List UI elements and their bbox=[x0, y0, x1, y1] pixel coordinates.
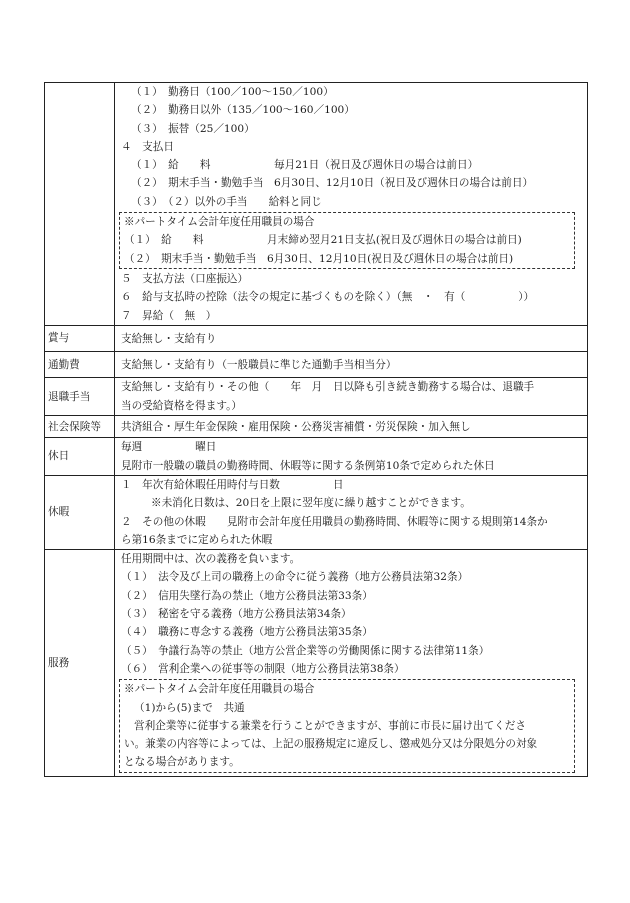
service-item-2: （２） 信用失墜行為の禁止（地方公務員法第33条） bbox=[121, 589, 373, 602]
part-time-box-line-2: （２） 期末手当・勤勉手当 6月30日、12月10日(祝日及び週休日の場合は前日) bbox=[124, 252, 514, 265]
overtime-line-3: （３） 振替（25／100） bbox=[131, 122, 255, 135]
service-item-6: （６） 営利企業への従事等の制限（地方公務員法第38条） bbox=[121, 662, 405, 675]
service-box-para-1: 営利企業等に従事する兼業を行うことができますが、事前に市長に届け出てくださ bbox=[134, 719, 526, 732]
overtime-line-2: （２） 勤務日以外（135／100～160／100） bbox=[131, 104, 355, 117]
commute-label: 通勤費 bbox=[45, 352, 115, 378]
deduction-line: ６ 給与支払時の控除（法令の規定に基づくものを除く）（無 ・ 有（ ）） bbox=[121, 291, 535, 304]
part-time-box-title: ※パートタイム会計年度任用職員の場合 bbox=[124, 216, 315, 229]
leave-line-1: １ 年次有給休暇任用時付与日数 日 bbox=[121, 478, 344, 491]
part-time-box-line-1: （１） 給 料 月末締め翌月21日支払(祝日及び週休日の場合は前日) bbox=[124, 234, 522, 247]
service-item-4: （４） 職務に専念する義務（地方公務員法第35条） bbox=[121, 626, 373, 639]
service-box-line-1: （1)から(5)まで 共通 bbox=[134, 701, 245, 714]
leave-line-3: ２ その他の休暇 見附市会計年度任用職員の勤務時間、休暇等に関する規則第14条か bbox=[121, 515, 548, 528]
payment-method: ５ 支払方法（口座振込） bbox=[121, 272, 249, 285]
bonus-text: 支給無し・支給有り bbox=[121, 332, 217, 345]
service-row bbox=[45, 550, 588, 777]
holiday-label: 休日 bbox=[45, 438, 115, 476]
raise-line: ７ 昇給（ 無 ） bbox=[121, 309, 217, 322]
payday-line-2: （２） 期末手当・勤勉手当 6月30日、12月10日（祝日及び週休日の場合は前日） bbox=[131, 177, 534, 190]
pay-content bbox=[115, 83, 588, 326]
bonus-label: 賞与 bbox=[45, 325, 115, 351]
leave-line-2: ※未消化日数は、20日を上限に翌年度に繰り越すことができます。 bbox=[151, 497, 471, 510]
commute-text: 支給無し・支給有り（一般職員に準じた通勤手当相当分） bbox=[121, 359, 397, 372]
leave-row bbox=[45, 475, 588, 549]
service-item-5: （５） 争議行為等の禁止（地方公営企業等の労働関係に関する法律第11条） bbox=[121, 644, 490, 657]
payday-line-1: （１） 給 料 毎月21日（祝日及び週休日の場合は前日） bbox=[131, 159, 479, 172]
conditions-table bbox=[44, 82, 588, 777]
social-label: 社会保険等 bbox=[45, 416, 115, 438]
part-time-payday-box bbox=[119, 212, 575, 269]
social-row bbox=[45, 416, 588, 438]
service-box-para-2: い。兼業の内容等によっては、上記の服務規定に違反し、懲戒処分又は分限処分の対象 bbox=[124, 738, 538, 751]
service-label: 服務 bbox=[45, 550, 115, 777]
retire-row bbox=[45, 378, 588, 416]
bonus-row bbox=[45, 325, 588, 351]
service-box-para-3: となる場合があります。 bbox=[124, 756, 240, 769]
payday-line-3: （３） （２）以外の手当 給料と同じ bbox=[131, 195, 322, 208]
service-box-title: ※パートタイム会計年度任用職員の場合 bbox=[124, 683, 315, 696]
overtime-line-1: （１） 勤務日（100／100～150／100） bbox=[131, 86, 334, 98]
pay-row bbox=[45, 83, 588, 326]
retire-label: 退職手当 bbox=[45, 378, 115, 416]
holiday-row bbox=[45, 438, 588, 476]
retire-line-1: 支給無し・支給有り・その他（ 年 月 日以降も引き続き勤務する場合は、退職手 bbox=[121, 381, 535, 394]
service-item-1: （１） 法令及び上司の職務上の命令に従う義務（地方公務員法第32条） bbox=[121, 571, 469, 584]
retire-line-2: 当の受給資格を得ます。） bbox=[121, 399, 242, 412]
social-text: 共済組合・厚生年金保険・雇用保険・公務災害補償・労災保険・加入無し bbox=[121, 421, 471, 434]
part-time-service-box bbox=[119, 679, 575, 772]
payday-heading: ４ 支払日 bbox=[121, 140, 174, 153]
service-item-3: （３） 秘密を守る義務（地方公務員法第34条） bbox=[121, 608, 352, 621]
holiday-line-2: 見附市一般職の職員の勤務時間、休暇等に関する条例第10条で定められた休日 bbox=[121, 459, 495, 472]
leave-line-4: ら第16条までに定められた休暇 bbox=[121, 533, 273, 546]
pay-label-cell bbox=[45, 83, 115, 326]
service-intro: 任用期間中は、次の義務を負います。 bbox=[121, 553, 301, 566]
leave-label: 休暇 bbox=[45, 475, 115, 549]
commute-row bbox=[45, 352, 588, 378]
holiday-line-1: 毎週 曜日 bbox=[121, 441, 217, 454]
